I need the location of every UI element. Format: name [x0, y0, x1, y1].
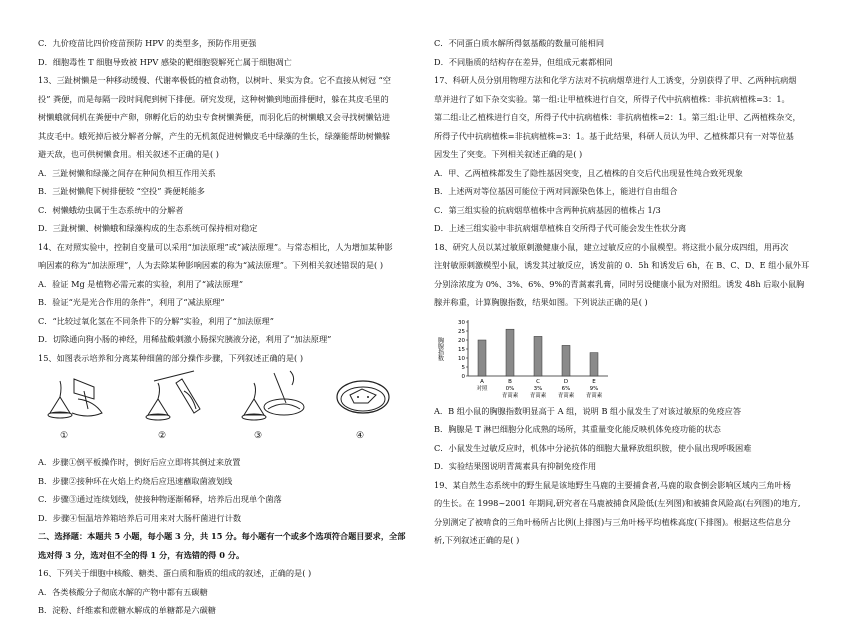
question-19: [434, 476, 826, 550]
q16-option-b: B．淀粉、纤维素和蔗糖水解成的单糖都是六碳糖: [38, 605, 216, 615]
q13-option-b: B．三趾树懒爬下树排便较 “空投” 粪便耗能多: [38, 186, 205, 196]
x-tick-sublabel: 9%: [589, 385, 599, 392]
bar: [590, 352, 598, 375]
q15-option-a: A．步骤①倒平板操作时，倒好后应立即将其倒过来放置: [38, 457, 241, 467]
q17-line: 17、科研人员分别用物理方法和化学方法对不抗病烟草进行人工诱变，分别获得了甲、乙两种抗病烟: [434, 75, 797, 85]
bar: [506, 329, 514, 376]
left-column: [38, 34, 430, 620]
bar: [478, 340, 486, 376]
x-tick-sublabel: 3%: [533, 385, 543, 392]
q13-line: 13、三趾树懒是一种移动缓慢、代谢率极低的植食动物，以树叶、果实为食。它不直接从树冠 “空: [38, 75, 391, 85]
q17-line: 第二组:让乙植株进行自交，所得子代中抗病植株：非抗病植株=2：1。第三组:让甲、乙两植株杂交，: [434, 112, 801, 122]
q18-line: 腺并称重，计算胸腺指数，结果如图。下列说法正确的是( ): [434, 297, 648, 307]
q16-option-d: D．不同脂质的结构存在差异，但组成元素都相同: [434, 56, 613, 67]
q14-line: 响因素的称为“加法原理”，人为去除某种影响因素的称为“减法原理”。下列相关叙述错误的是( ): [38, 260, 384, 270]
step-label: ②: [158, 431, 167, 441]
q17-option-b: B．上述两对等位基因可能位于两对同源染色体上，能进行自由组合: [434, 186, 678, 196]
q17-option-d: D．上述三组实验中非抗病烟草植株自交所得子代可能会发生性状分离: [434, 223, 687, 233]
q13-line: 避天敌，也可供树懒食用。相关叙述不正确的是( ): [38, 149, 219, 159]
q19-line: 析,下列叙述正确的是( ): [434, 535, 520, 545]
y-tick-label: 0: [461, 373, 465, 380]
x-tick-sublabel: 0%: [505, 385, 515, 392]
x-tick-sublabel: 对照: [476, 385, 488, 392]
q19-line: 的生长。在 1998~2001 年期间,研究者在马鹿被捕食风险低(左列图)和被捕食风险高(右列图)的地方,: [434, 498, 801, 508]
step-label: ①: [60, 431, 69, 441]
q19-line: 19、某自然生态系统中的野生鼠是该地野生马鹿的主要捕食者,马鹿的取食倒会影响区域内三角叶杨: [434, 479, 791, 490]
q13-line: 投” 粪便，而是每隔一段时间爬到树下排便。研究发现，这种树懒到地面排便时，躲在其皮毛里的: [38, 93, 389, 104]
q12-option-c: C．九价疫苗比四价疫苗预防 HPV 的类型多，预防作用更强: [38, 38, 257, 48]
thymus-index-chart: [434, 314, 624, 402]
bacteria-steps-figure: [38, 369, 430, 451]
inoculating-loop-illustration: [134, 369, 214, 429]
question-18: [434, 238, 826, 312]
q16-option-a: A．各类核酸分子彻底水解的产物中都有五碳糖: [38, 586, 208, 597]
y-axis-label: 胸腺指数: [436, 336, 444, 361]
q18-line: 18、研究人员以某过敏原刺激健康小鼠，建立过敏反应的小鼠模型。将这批小鼠分成四组，用再次: [434, 241, 789, 252]
y-tick-label: 25: [458, 328, 465, 335]
question-13: [38, 71, 430, 164]
x-tick-label: A: [480, 378, 484, 385]
q17-option-c: C．第三组实验的抗病烟草植株中含两种抗病基因的植株占 1/3: [434, 204, 661, 215]
q13-line: 树懒蛾就伺机在粪便中产卵，卵孵化后的幼虫专食树懒粪便，而羽化后的树懒蛾又会寻找树懒钻进: [38, 112, 391, 122]
x-tick-sublabel: 6%: [561, 385, 571, 392]
q17-line: 草并进行了如下杂交实验。第一组:让甲植株进行自交，所得子代中抗病植株：非抗病植株=3：1。: [434, 93, 790, 104]
q13-line: 其皮毛中。蛾死掉后被分解者分解，产生的无机氮促进树懒皮毛中绿藻的生长，绿藻能帮助树懒躲: [38, 130, 391, 141]
bar: [562, 345, 570, 376]
q18-option-c: C．小鼠发生过敏反应时，机体中分泌抗体的细胞大量释放组织胺，使小鼠出现呼吸困难: [434, 442, 752, 453]
step-label: ④: [356, 431, 365, 441]
x-tick-label: B: [508, 378, 512, 385]
y-tick-label: 15: [458, 346, 465, 353]
y-tick-label: 20: [458, 337, 465, 344]
y-tick-label: 30: [458, 319, 465, 326]
question-17: [434, 71, 826, 164]
step-label: ③: [254, 431, 263, 441]
q14-option-b: B．验证“光是光合作用的条件”，利用了“减法原理”: [38, 297, 225, 307]
q14-option-a: A．验证 Mg 是植物必需元素的实验，利用了“减法原理”: [38, 278, 244, 289]
bar: [534, 336, 542, 376]
question-14: [38, 238, 430, 275]
q18-option-d: D．实验结果图说明青蒿素具有抑制免疫作用: [434, 461, 597, 471]
streak-plate-illustration: [230, 369, 310, 429]
section-2-heading: 二、选择题：本题共 5 小题，每小题 3 分，共 15 分。每小题有一个或多个选项符合题目要求，全部: [38, 531, 406, 541]
q14-line: 14、在对照实验中，控制自变量可以采用“加法原理”或“减法原理”。与常态相比，人为增加某种影: [38, 241, 393, 252]
x-tick-sublabel: 青蒿素: [501, 392, 519, 399]
y-tick-label: 10: [458, 355, 465, 362]
q15-option-d: D．步骤④恒温培养箱培养后可用来对大肠杆菌进行计数: [38, 512, 242, 523]
q18-option-a: A．B 组小鼠的胸腺指数明显高于 A 组，说明 B 组小鼠发生了对该过敏原的免疫应答: [434, 405, 742, 416]
q17-line: 所得子代中抗病植株=非抗病植株=3：1。基于此结果，科研人员认为甲、乙植株都只有一对等位基: [434, 130, 794, 141]
x-tick-label: E: [592, 378, 596, 385]
q19-line: 分别测定了被啃食的三角叶杨所占比例(上排图)与三角叶杨平均植株高度(下排图)。根据这些信息分: [434, 516, 791, 527]
q14-option-d: D．切除通向狗小肠的神经，用稀盐酸刺激小肠探究胰液分泌，利用了“加法原理”: [38, 334, 332, 344]
q18-option-b: B．胸腺是 T 淋巴细胞分化成熟的场所，其重量变化能反映机体免疫功能的状态: [434, 424, 721, 434]
incubated-plate-illustration: [328, 369, 398, 429]
question-15: 15、如图表示培养和分离某种细菌的部分操作步骤，下列叙述正确的是( ): [38, 352, 304, 363]
x-tick-sublabel: 青蒿素: [557, 392, 575, 399]
section-2-heading-cont: 选对得 3 分，选对但不全的得 1 分，有选错的得 0 分。: [38, 549, 245, 560]
q18-line: 注射敏原刺激模型小鼠，诱发其过敏反应，诱发前的 0．5h 和诱发后 6h，在 B、C、D、E 组小鼠外耳: [434, 260, 810, 270]
q12-option-d: D．细胞毒性 T 细胞导致被 HPV 感染的靶细胞裂解死亡属于细胞凋亡: [38, 56, 292, 67]
q15-option-c: C．步骤③通过连续划线，使接种物逐渐稀释，培养后出现单个菌落: [38, 494, 282, 504]
q16-option-c: C．不同蛋白质水解所得氨基酸的数量可能相同: [434, 38, 605, 48]
q17-option-a: A．甲、乙两植株都发生了隐性基因突变，且乙植株的自交后代出现显性纯合致死现象: [434, 167, 743, 178]
q13-option-d: D．三趾树懒、树懒蛾和绿藻构成的生态系统可保持相对稳定: [38, 223, 258, 233]
q17-line: 因发生了突变。下列相关叙述正确的是( ): [434, 149, 583, 159]
x-tick-sublabel: 青蒿素: [585, 392, 603, 399]
x-tick-sublabel: 青蒿素: [529, 392, 547, 399]
q18-line: 分别涂浓度为 0%、3%、6%、9%的青蒿素乳膏，同时另设健康小鼠为对照组。诱发 48h 后取小鼠胸: [434, 278, 805, 289]
question-16: 16、下列关于细胞中核酸、糖类、蛋白质和脂质的组成的叙述，正确的是( ): [38, 568, 312, 578]
pour-plate-illustration: [38, 369, 118, 429]
q15-option-b: B．步骤②接种环在火焰上灼烧后应迅速蘸取菌液划线: [38, 475, 233, 486]
y-tick-label: 5: [461, 364, 465, 371]
q13-option-a: A．三趾树懒和绿藻之间存在种间负相互作用关系: [38, 167, 216, 178]
chart-svg: [434, 314, 624, 402]
x-tick-label: C: [536, 378, 540, 385]
x-tick-label: D: [563, 378, 569, 385]
q14-option-c: C．“比较过氧化氢在不同条件下的分解”实验，利用了“加法原理”: [38, 315, 274, 326]
right-column: [434, 34, 826, 550]
q13-option-c: C．树懒蛾幼虫属于生态系统中的分解者: [38, 204, 184, 215]
